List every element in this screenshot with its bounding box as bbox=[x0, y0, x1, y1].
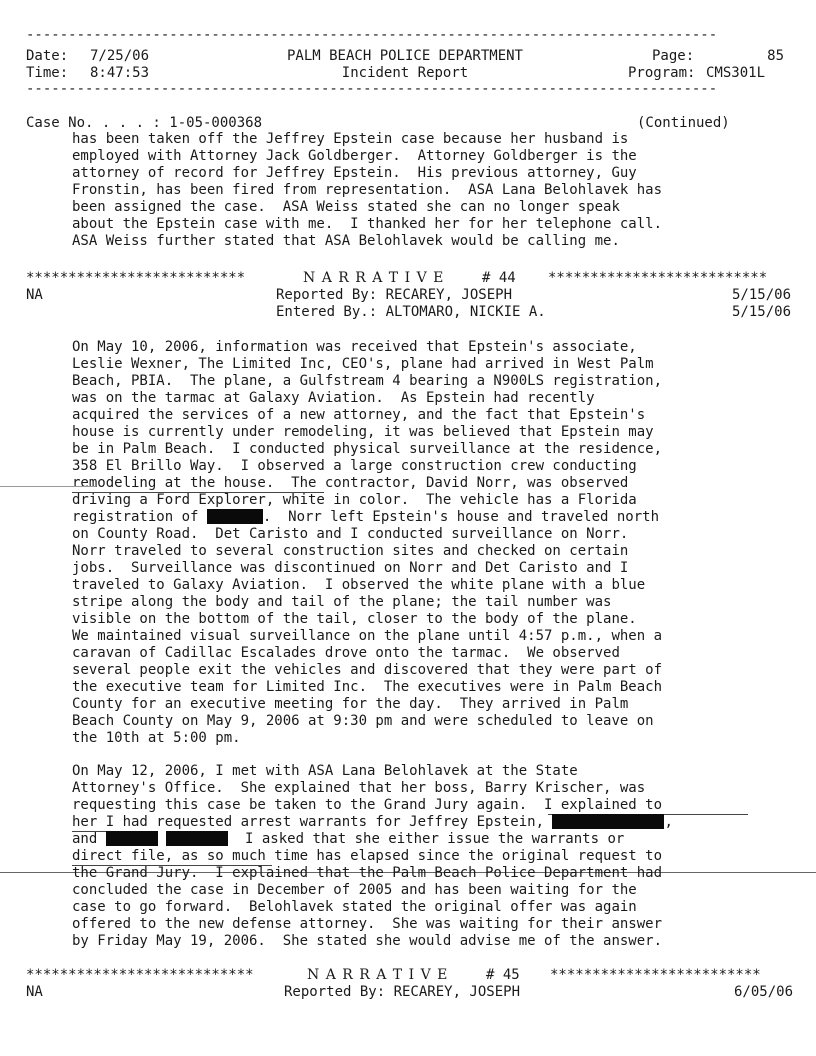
narrative-text-line: remodeling at the house. The contractor, David Norr, was observed bbox=[72, 475, 629, 491]
time-label: Time: bbox=[26, 65, 69, 81]
narrative-text-line: the Grand Jury. I explained that the Palm Beach Police Department had bbox=[72, 865, 663, 881]
department-name: PALM BEACH POLICE DEPARTMENT bbox=[286, 48, 523, 64]
narrative-44-entered-date: 5/15/06 bbox=[732, 304, 792, 320]
narrative-text-line: by Friday May 19, 2006. She stated she would advise me of the answer. bbox=[72, 933, 663, 949]
and-text: and bbox=[72, 831, 106, 847]
report-type: Incident Report bbox=[341, 65, 469, 81]
case-text-line: employed with Attorney Jack Goldberger. Attorney Goldberger is the bbox=[72, 148, 637, 164]
narrative-text-line: Norr traveled to several construction sites and checked on certain bbox=[72, 543, 629, 559]
narrative-text-line: direct file, as so much time has elapsed since the original request to bbox=[72, 848, 663, 864]
time-value: 8:47:53 bbox=[90, 65, 150, 81]
narrative-text-line: acquired the services of a new attorney, and the fact that Epstein's bbox=[72, 407, 646, 423]
program-value: CMS301L bbox=[706, 65, 766, 81]
margin-rule bbox=[0, 486, 96, 487]
narrative-text-line: concluded the case in December of 2005 and has been waiting for the bbox=[72, 882, 637, 898]
narrative-45-reported-by: Reported By: RECAREY, JOSEPH bbox=[284, 984, 521, 1000]
narrative-text-line: house is currently under remodeling, it was believed that Epstein may bbox=[72, 424, 654, 440]
narrative-text-line: the 10th at 5:00 pm. bbox=[72, 730, 241, 746]
narrative-text-line-warrants bbox=[72, 814, 673, 831]
narrative-45-title: N A R R A T I V E bbox=[307, 967, 449, 983]
narrative-text-line: requesting this case be taken to the Grand Jury again. I explained to bbox=[72, 797, 663, 813]
continued-label: (Continued) bbox=[637, 115, 730, 131]
narrative-text-line: Attorney's Office. She explained that her boss, Barry Krischer, was bbox=[72, 780, 646, 796]
registration-text-before: registration of bbox=[72, 509, 207, 525]
date-value: 7/25/06 bbox=[90, 48, 150, 64]
narrative-text-line: case to go forward. Belohlavek stated the original offer was again bbox=[72, 899, 637, 915]
program-label: Program: bbox=[628, 65, 696, 81]
narrative-text-line: traveled to Galaxy Aviation. I observed the white plane with a blue bbox=[72, 577, 646, 593]
narrative-45-stars-right: ************************* bbox=[550, 967, 761, 983]
case-text-line: about the Epstein case with me. I thanked her for her telephone call. bbox=[72, 216, 663, 232]
narrative-text-line: Beach County on May 9, 2006 at 9:30 pm and were scheduled to leave on bbox=[72, 713, 654, 729]
case-text-line: attorney of record for Jeffrey Epstein. His previous attorney, Guy bbox=[72, 165, 637, 181]
case-text-line: been assigned the case. ASA Weiss stated she can no longer speak bbox=[72, 199, 620, 215]
warrant-comma: , bbox=[664, 814, 673, 830]
narrative-text-line: County for an executive meeting for the day. They arrived in Palm bbox=[72, 696, 629, 712]
narrative-text-line: On May 12, 2006, I met with ASA Lana Belohlavek at the State bbox=[72, 763, 578, 779]
case-text-line: Fronstin, has been fired from representation. ASA Lana Belohlavek has bbox=[72, 182, 663, 198]
narrative-45-reported-date: 6/05/06 bbox=[734, 984, 794, 1000]
case-number: Case No. . . . : 1-05-000368 bbox=[26, 115, 263, 131]
asked-text: I asked that she either issue the warrants or bbox=[228, 831, 625, 847]
header-rule-top: ---------------------------------------------------------------------------------- bbox=[26, 27, 718, 43]
narrative-text-line: Beach, PBIA. The plane, a Gulfstream 4 bearing a N900LS registration, bbox=[72, 373, 663, 389]
narrative-text-line: Leslie Wexner, The Limited Inc, CEO's, plane had arrived in West Palm bbox=[72, 356, 654, 372]
redaction-block bbox=[166, 831, 228, 846]
narrative-text-line: On May 10, 2006, information was received that Epstein's associate, bbox=[72, 339, 637, 355]
narrative-44-stars-left: ************************** bbox=[26, 270, 246, 286]
narrative-45-number: # 45 bbox=[486, 967, 520, 983]
narrative-text-line: be in Palm Beach. I conducted physical surveillance at the residence, bbox=[72, 441, 663, 457]
narrative-text-line: caravan of Cadillac Escalades drove onto the tarmac. We observed bbox=[72, 645, 620, 661]
page-label: Page: bbox=[652, 48, 695, 64]
narrative-text-line: We maintained visual surveillance on the plane until 4:57 p.m., when a bbox=[72, 628, 663, 644]
registration-text-after: . Norr left Epstein's house and traveled north bbox=[262, 509, 660, 525]
narrative-44-number: # 44 bbox=[482, 270, 516, 286]
narrative-text-line-and bbox=[72, 831, 624, 848]
case-text-line: has been taken off the Jeffrey Epstein case because her husband is bbox=[72, 131, 629, 147]
narrative-44-title: N A R R A T I V E bbox=[303, 270, 445, 286]
narrative-text-line: several people exit the vehicles and discovered that they were part of bbox=[72, 662, 663, 678]
warrant-text: her I had requested arrest warrants for Jeffrey Epstein, bbox=[72, 814, 553, 830]
narrative-text-line: jobs. Surveillance was discontinued on Norr and Det Caristo and I bbox=[72, 560, 629, 576]
narrative-44-code: NA bbox=[26, 287, 43, 303]
narrative-45-code: NA bbox=[26, 984, 43, 1000]
narrative-text-line: was on the tarmac at Galaxy Aviation. As Epstein had recently bbox=[72, 390, 595, 406]
page-number: 85 bbox=[767, 48, 784, 64]
narrative-text-line: 358 El Brillo Way. I observed a large construction crew conducting bbox=[72, 458, 637, 474]
narrative-text-line-registration bbox=[72, 509, 659, 526]
narrative-44-reported-by: Reported By: RECAREY, JOSEPH bbox=[276, 287, 513, 303]
narrative-text-line: driving a Ford Explorer, white in color. The vehicle has a Florida bbox=[72, 492, 637, 508]
header-rule-bottom: ---------------------------------------------------------------------------------- bbox=[26, 81, 718, 97]
redaction-block bbox=[106, 831, 158, 846]
narrative-text-line: the executive team for Limited Inc. The executives were in Palm Beach bbox=[72, 679, 663, 695]
case-text-line: ASA Weiss further stated that ASA Belohlavek would be calling me. bbox=[72, 233, 620, 249]
date-label: Date: bbox=[26, 48, 69, 64]
narrative-44-entered-by: Entered By.: ALTOMARO, NICKIE A. bbox=[276, 304, 546, 320]
narrative-45-stars-left: *************************** bbox=[26, 967, 254, 983]
narrative-44-stars-right: ************************** bbox=[548, 270, 768, 286]
narrative-text-line: visible on the bottom of the tail, closer to the body of the plane. bbox=[72, 611, 637, 627]
narrative-text-line: offered to the new defense attorney. She was waiting for their answer bbox=[72, 916, 663, 932]
narrative-text-line: stripe along the body and tail of the plane; the tail number was bbox=[72, 594, 612, 610]
narrative-text-line: on County Road. Det Caristo and I conducted surveillance on Norr. bbox=[72, 526, 629, 542]
redaction-block bbox=[207, 509, 263, 524]
narrative-44-reported-date: 5/15/06 bbox=[732, 287, 792, 303]
redaction-block bbox=[552, 814, 664, 829]
